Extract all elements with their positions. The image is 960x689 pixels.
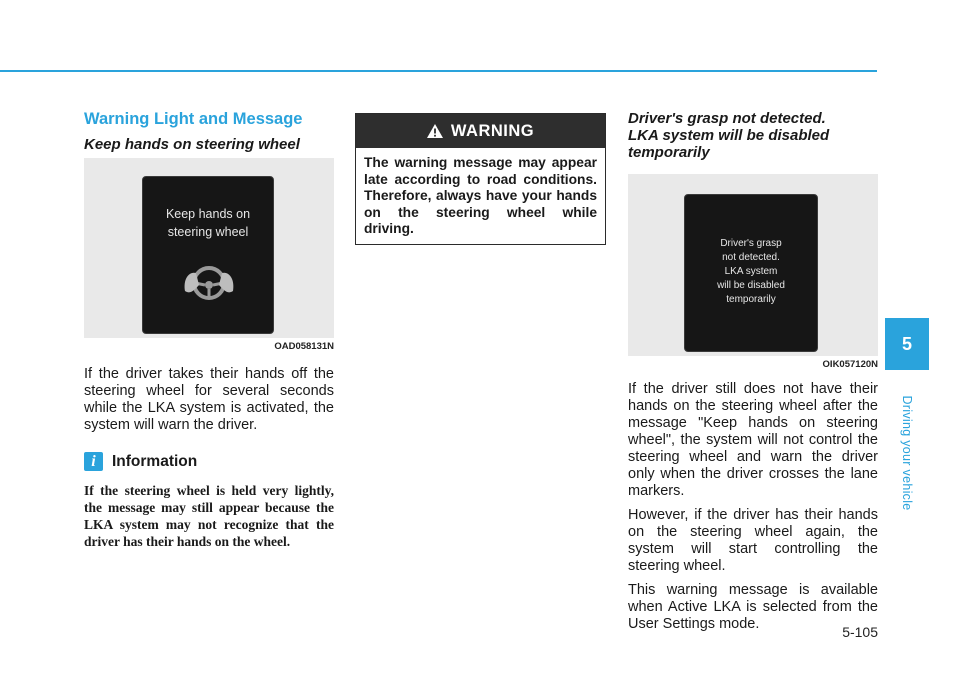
figure-code-left: OAD058131N xyxy=(274,341,334,352)
cluster-line: LKA system xyxy=(724,266,778,277)
information-text: If the steering wheel is held very lightly, the message may still appear because the LKA system may not recognize that the driver has their hands on the wheel. xyxy=(84,483,334,549)
information-label: Information xyxy=(112,452,198,470)
left-paragraph: If the driver takes their hands off the steering wheel for several seconds while the LKA system is activated, the system will warn the driver. xyxy=(84,366,334,433)
warning-box xyxy=(355,113,606,245)
cluster-line: not detected. xyxy=(722,252,780,263)
section-title: Warning Light and Message xyxy=(84,110,303,128)
warning-label: WARNING xyxy=(450,121,535,140)
subhead-keep-hands: Keep hands on steering wheel xyxy=(84,136,300,153)
subhead-line3: temporarily xyxy=(628,144,710,161)
right-paragraph-2: However, if the driver has their hands on the steering wheel again, the system will start controlling the steering wheel. xyxy=(628,507,878,574)
figure-code-right: OIK057120N xyxy=(822,359,878,370)
cluster-display xyxy=(142,176,274,334)
chapter-label-text: Driving your vehicle xyxy=(900,395,914,511)
subhead-line2: LKA system will be disabled xyxy=(628,127,830,144)
cluster-display-right xyxy=(684,194,818,352)
information-heading xyxy=(84,452,197,471)
warning-header xyxy=(356,114,605,148)
left-body-text xyxy=(84,366,334,441)
chapter-tab: 5 xyxy=(885,318,929,370)
warning-triangle-icon xyxy=(427,124,443,138)
cluster-message-right xyxy=(685,237,817,307)
subhead-line1: Driver's grasp not detected. xyxy=(628,110,826,127)
figure-keep-hands xyxy=(84,158,334,338)
subhead-grasp-not-detected xyxy=(628,110,878,161)
cluster-message-line1: Keep hands on xyxy=(165,207,251,221)
warning-text: The warning message may appear late according to road conditions. Therefore, always have your hands on the steering wheel while driving. xyxy=(364,155,597,236)
page-number: 5-105 xyxy=(842,624,878,640)
cluster-line: temporarily xyxy=(726,294,776,305)
chapter-label xyxy=(897,395,917,511)
steering-wheel-hands-icon xyxy=(179,261,239,305)
cluster-message-line2: steering wheel xyxy=(167,225,249,239)
right-body-text xyxy=(628,381,878,640)
cluster-line: Driver's grasp xyxy=(720,238,782,249)
right-paragraph-3: This warning message is available when Active LKA is selected from the User Settings mode. xyxy=(628,582,878,632)
header-rule xyxy=(0,70,877,72)
right-paragraph-1: If the driver still does not have their hands on the steering wheel after the message "Keep hands on steering wheel", the system will not control the steering wheel and warn the driver only when the driver crosses the lane markers. xyxy=(628,381,878,499)
figure-grasp-not-detected xyxy=(628,174,878,356)
cluster-message xyxy=(143,205,273,241)
cluster-line: will be disabled xyxy=(717,280,785,291)
info-icon: i xyxy=(84,452,103,471)
